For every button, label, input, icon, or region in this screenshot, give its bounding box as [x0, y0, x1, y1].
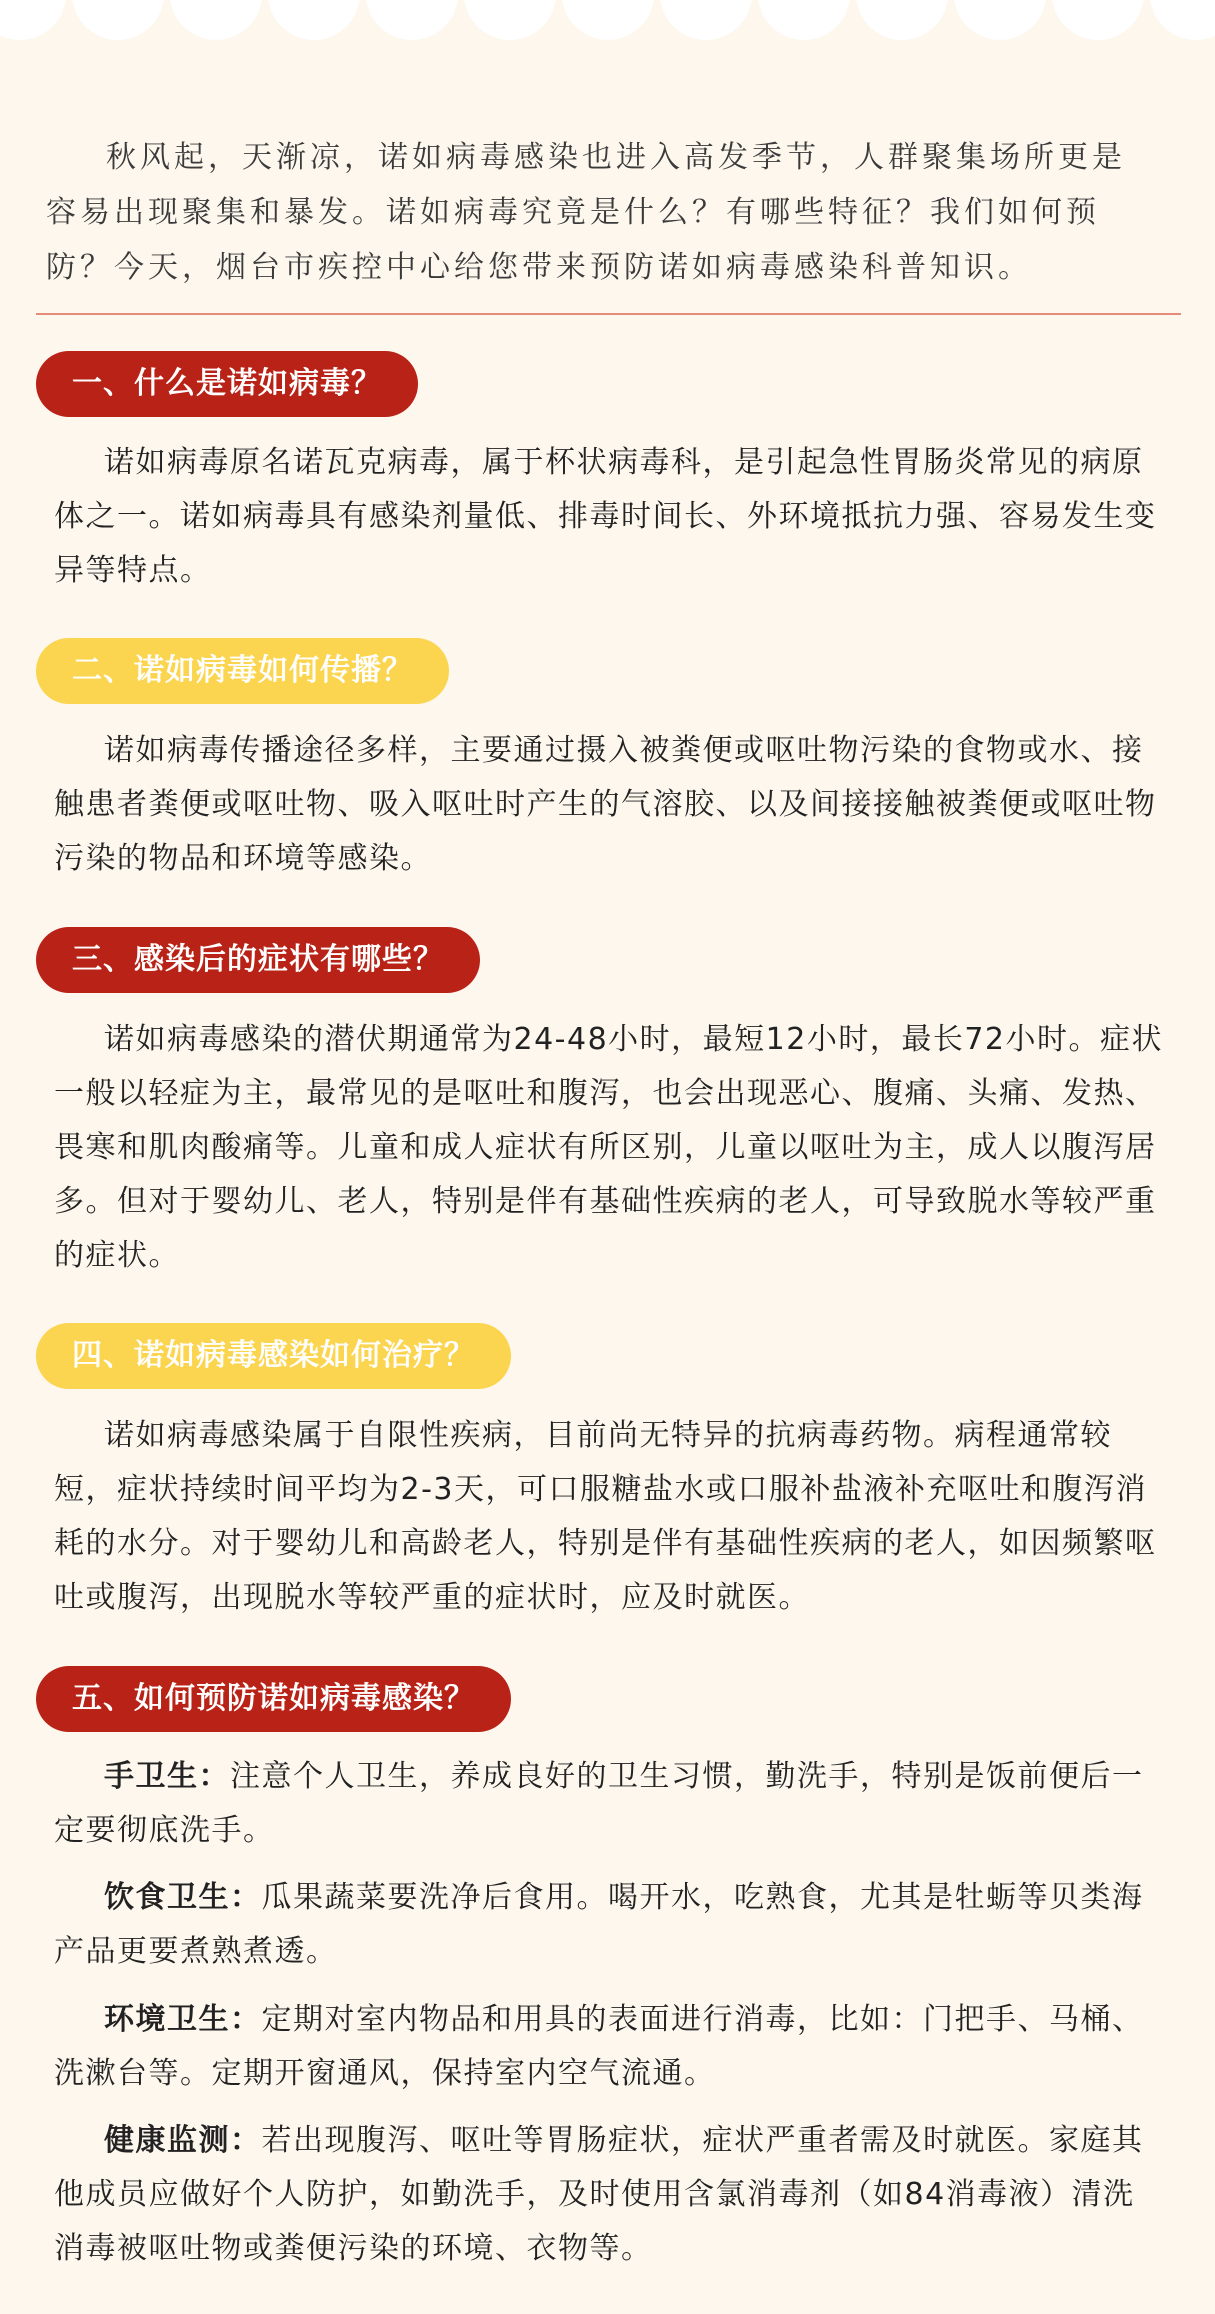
prevention-item-environment-hygiene [54, 1993, 1164, 2101]
scallop-decoration [170, 0, 262, 40]
prevention-item-text: 瓜果蔬菜要洗净后食用。喝开水，吃熟食，尤其是牡蛎等贝类海产品更要煮熟煮透。 [54, 1880, 1144, 1969]
scallop-decoration [660, 0, 752, 40]
prevention-item-food-hygiene [54, 1871, 1164, 1979]
prevention-item-label: 健康监测： [104, 2123, 262, 2158]
scallop-decoration [72, 0, 164, 40]
prevention-item-text: 定期对室内物品和用具的表面进行消毒，比如：门把手、马桶、洗漱台等。定期开窗通风，保持室内空气流通。 [54, 2002, 1144, 2091]
scalloped-top-border [0, 0, 1215, 46]
prevention-item-text: 注意个人卫生，养成良好的卫生习惯，勤洗手，特别是饭前便后一定要彻底洗手。 [54, 1759, 1144, 1848]
scallop-decoration [268, 0, 360, 40]
prevention-item-hand-hygiene [54, 1750, 1164, 1858]
prevention-item-label: 手卫生： [104, 1759, 230, 1794]
scallop-decoration [758, 0, 850, 40]
section-3-heading: 三、感染后的症状有哪些？ [36, 927, 480, 993]
intro-paragraph: 秋风起，天渐凉，诺如病毒感染也进入高发季节，人群聚集场所更是容易出现聚集和暴发。诺如病毒究竟是什么？有哪些特征？我们如何预防？今天，烟台市疾控中心给您带来预防诺如病毒感染科普知识。 [46, 140, 1126, 285]
section-3-body: 诺如病毒感染的潜伏期通常为24-48小时，最短12小时，最长72小时。症状一般以轻症为主，最常见的是呕吐和腹泻，也会出现恶心、腹痛、头痛、发热、畏寒和肌肉酸痛等。儿童和成人症状有所区别，儿童以呕吐为主，成人以腹泻居多。但对于婴幼儿、老人，特别是伴有基础性疾病的老人，可导致脱水等较严重的症状。 [54, 1022, 1164, 1273]
prevention-item-health-monitoring [54, 2114, 1164, 2276]
section-2-heading: 二、诺如病毒如何传播？ [36, 638, 449, 704]
prevention-item-label: 饮食卫生： [104, 1880, 262, 1915]
section-1-heading: 一、什么是诺如病毒？ [36, 351, 418, 417]
section-2-body: 诺如病毒传播途径多样，主要通过摄入被粪便或呕吐物污染的食物或水、接触患者粪便或呕吐物、吸入呕吐时产生的气溶胶、以及间接接触被粪便或呕吐物污染的物品和环境等感染。 [54, 733, 1157, 876]
scallop-decoration [1052, 0, 1144, 40]
section-4-heading: 四、诺如病毒感染如何治疗？ [36, 1323, 511, 1389]
scallop-decoration [0, 0, 66, 40]
divider-line [36, 313, 1181, 315]
scallop-decoration [366, 0, 458, 40]
scallop-decoration [1150, 0, 1215, 40]
scallop-decoration [464, 0, 556, 40]
scallop-decoration [954, 0, 1046, 40]
section-1-body: 诺如病毒原名诺瓦克病毒，属于杯状病毒科，是引起急性胃肠炎常见的病原体之一。诺如病毒具有感染剂量低、排毒时间长、外环境抵抗力强、容易发生变异等特点。 [54, 445, 1157, 588]
scallop-decoration [856, 0, 948, 40]
section-5-heading: 五、如何预防诺如病毒感染？ [36, 1666, 511, 1732]
scallop-decoration [562, 0, 654, 40]
section-4-body: 诺如病毒感染属于自限性疾病，目前尚无特异的抗病毒药物。病程通常较短，症状持续时间平均为2-3天，可口服糖盐水或口服补盐液补充呕吐和腹泻消耗的水分。对于婴幼儿和高龄老人，特别是伴有基础性疾病的老人，如因频繁呕吐或腹泻，出现脱水等较严重的症状时，应及时就医。 [54, 1418, 1157, 1615]
prevention-item-text: 若出现腹泻、呕吐等胃肠症状，症状严重者需及时就医。家庭其他成员应做好个人防护，如勤洗手，及时使用含氯消毒剂（如84消毒液）清洗消毒被呕吐物或粪便污染的环境、衣物等。 [54, 2123, 1144, 2266]
prevention-item-label: 环境卫生： [104, 2002, 262, 2037]
